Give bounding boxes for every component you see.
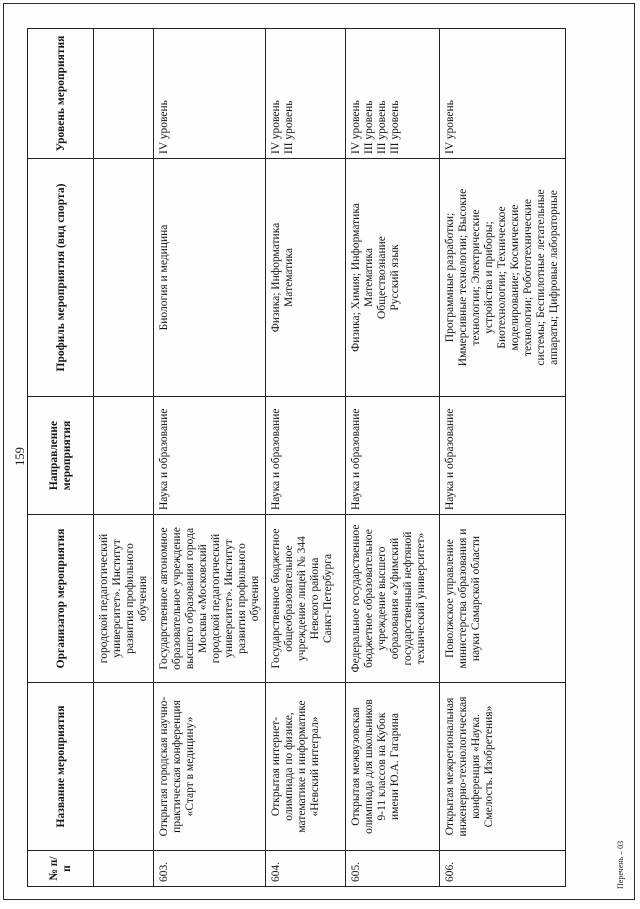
scanned-page [3,3,635,900]
cell-direction: Наука и образование [154,397,266,515]
cell-level: IV уровень III уровень III уровень III уровень [346,29,440,159]
cell-num: 603. [154,851,266,887]
table-row [440,29,566,887]
cell-profile: Биология и медицина [154,159,266,397]
cell-num: 606. [440,851,566,887]
footer-note: Перечень – 03 [616,840,625,889]
cell-profile: Физика; Химия; Информатика Математика Обществознание Русский язык [346,159,440,397]
cell-organizer: Государственное автономное образовательное учреждение высшего образования города Москвы «Московский городской педагогический университет». Институт развития профильного обучения [154,515,266,683]
cell-profile [94,159,154,397]
header-organizer: Организатор мероприятия [28,515,94,683]
cell-name: Открытая межвузовская олимпиада для школьников 9-11 классов на Кубок имени Ю.А. Гагарина [346,683,440,851]
rotated-page [4,4,640,909]
table-row [346,29,440,887]
cell-level: IV уровень [154,29,266,159]
cell-name [94,683,154,851]
cell-direction: Наука и образование [346,397,440,515]
header-name: Название мероприятия [28,683,94,851]
table-header-row [28,29,94,887]
cell-name: Открытая интернет- олимпиада по физике, математике и информатике «Невский интеграл» [266,683,346,851]
cell-organizer: Государственное бюджетное общеобразовательное учреждение лицей № 344 Невского района Санкт-Петербурга [266,515,346,683]
cell-level: IV уровень [440,29,566,159]
header-direction: Направление мероприятия [28,397,94,515]
table-row [94,29,154,887]
cell-level: IV уровень III уровень [266,29,346,159]
cell-num: 604. [266,851,346,887]
cell-level [94,29,154,159]
header-num: № п/п [28,851,94,887]
cell-organizer: городской педагогический университет». Институт развития профильного обучения [94,515,154,683]
cell-profile: Физика; Информатика Математика [266,159,346,397]
cell-name: Открытая городская научно- практическая конференция «Старт в медицину» [154,683,266,851]
header-level: Уровень мероприятия [28,29,94,159]
table-row [266,29,346,887]
header-profile: Профиль мероприятия (вид спорта) [28,159,94,397]
cell-direction: Наука и образование [440,397,566,515]
cell-profile: Программные разработки; Иммерсивные технологии; Высокие технологии; Электрические устройства и приборы; Биотехнологии; Техническое моделирование; Космические технологии; Робототехнические системы; Беспилотные летательные аппараты; Цифровые лабораторные [440,159,566,397]
cell-organizer: Поволжское управление министерства образования и науки Самарской области [440,515,566,683]
events-table [27,28,566,887]
page-number: 159 [13,447,27,466]
cell-organizer: Федеральное государственное бюджетное образовательное учреждение высшего образования «Уфимский государственный нефтяной технический университет» [346,515,440,683]
table-row [154,29,266,887]
cell-direction: Наука и образование [266,397,346,515]
cell-direction [94,397,154,515]
cell-num: 605. [346,851,440,887]
cell-name: Открытая межрегиональная инженерно-технологическая конференция «Наука. Смелость. Изобретения» [440,683,566,851]
cell-num [94,851,154,887]
